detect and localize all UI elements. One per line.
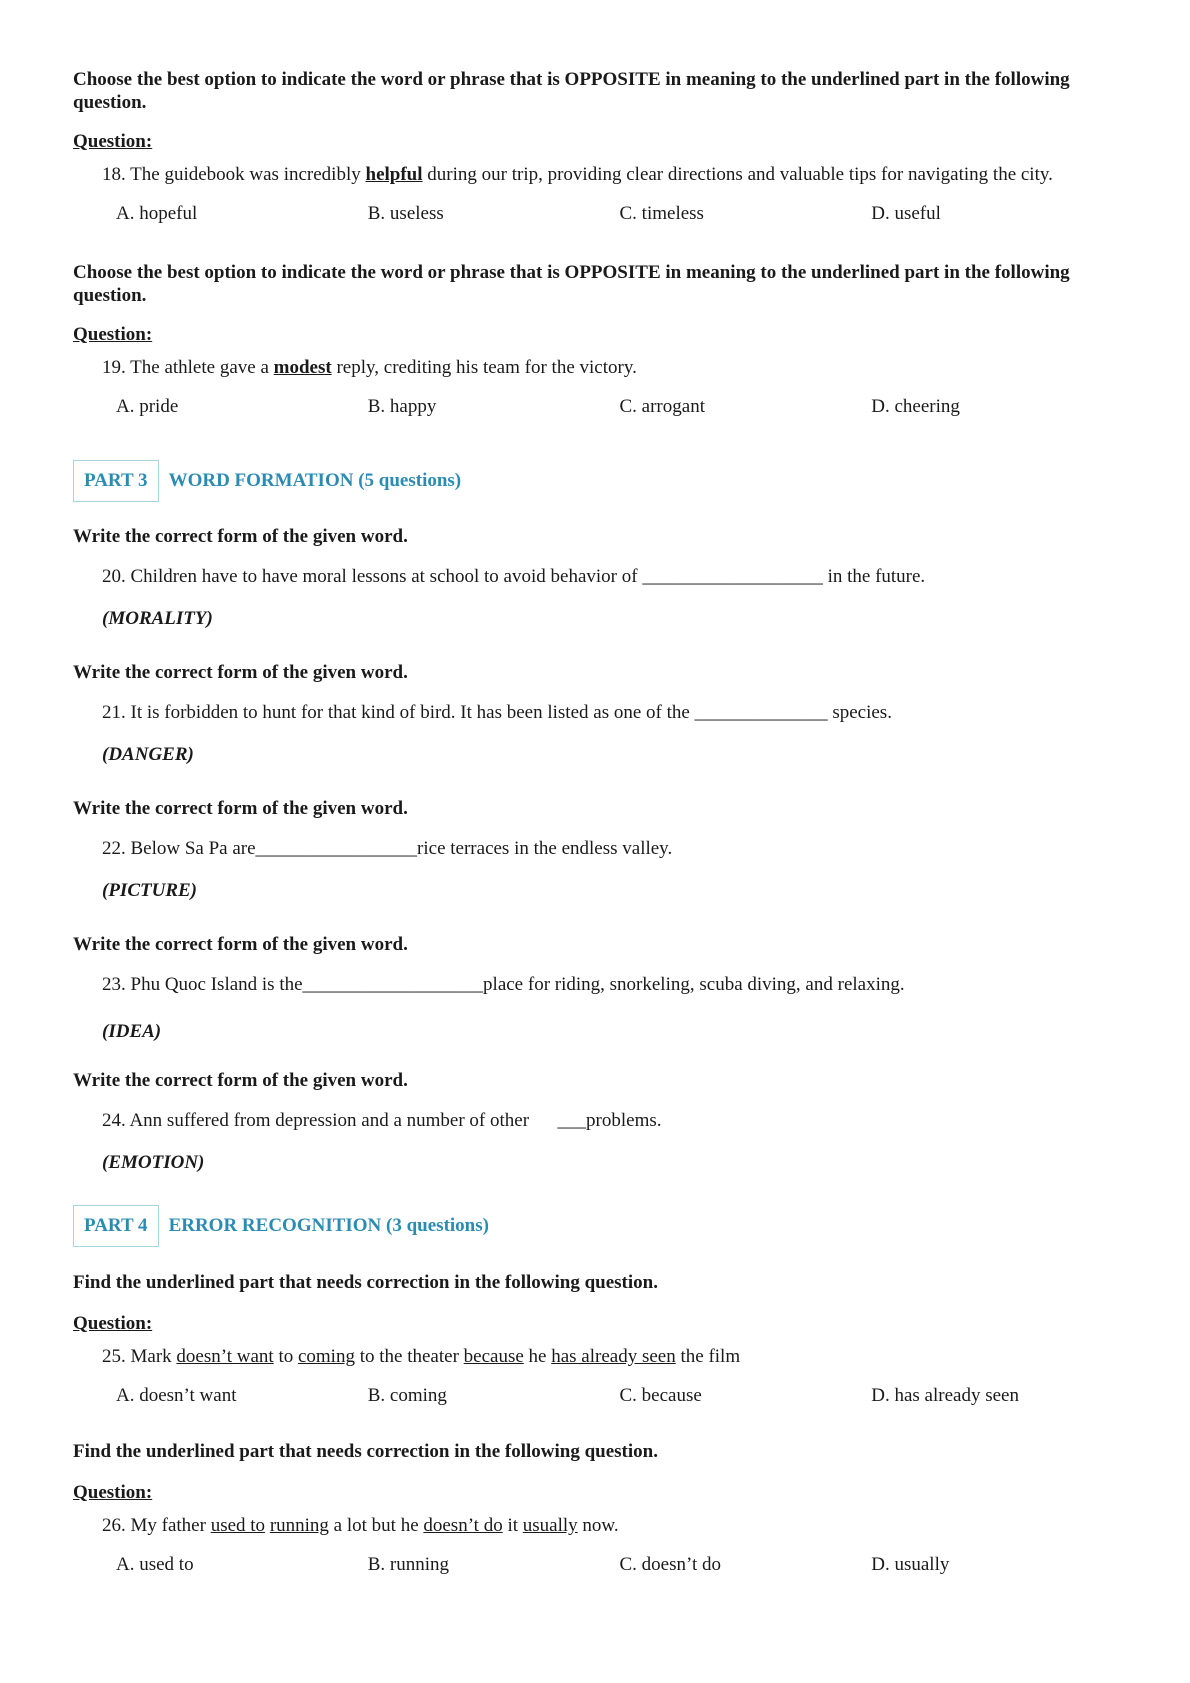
stem-text: 18. The guidebook was incredibly <box>102 164 366 185</box>
question-label: Question: <box>73 1482 153 1503</box>
stem-text: the film <box>675 1346 741 1367</box>
underlined-part-a: doesn’t want <box>176 1346 274 1367</box>
option-a[interactable]: A. doesn’t want <box>116 1385 237 1406</box>
stem-text: to the theater <box>354 1346 464 1367</box>
option-b[interactable]: B. happy <box>367 396 437 417</box>
option-b[interactable]: B. useless <box>367 203 444 224</box>
option-d[interactable]: D. usually <box>871 1554 950 1575</box>
question-stem: 20. Children have to have moral lessons at school to avoid behavior of ___________________ in the future. <box>102 566 926 587</box>
question-stem: 24. Ann suffered from depression and a number of other ___problems. <box>102 1110 662 1131</box>
stem-text: reply, crediting his team for the victory. <box>331 357 637 378</box>
option-b[interactable]: B. running <box>367 1554 450 1575</box>
question-stem <box>102 163 1123 187</box>
underlined-part-b: coming <box>297 1346 355 1367</box>
option-c[interactable]: C. doesn’t do <box>619 1554 722 1575</box>
question-label: Question: <box>73 324 153 345</box>
instruction: Write the correct form of the given word. <box>73 662 408 683</box>
question-21-block <box>73 661 1123 766</box>
stem-text: 26. My father <box>102 1515 211 1536</box>
stem-text: 19. The athlete gave a <box>102 357 274 378</box>
option-c[interactable]: C. arrogant <box>619 396 705 417</box>
instruction: Write the correct form of the given word. <box>73 1070 408 1091</box>
option-b[interactable]: B. coming <box>367 1385 447 1406</box>
given-word: (EMOTION) <box>102 1152 205 1173</box>
stem-text: a lot but he <box>328 1515 424 1536</box>
given-word: (DANGER) <box>102 744 194 765</box>
question-label: Question: <box>73 1313 153 1334</box>
stem-text: 25. Mark <box>102 1346 177 1367</box>
question-19-block <box>73 261 1123 418</box>
part-label-box: PART 3 <box>73 460 159 502</box>
underlined-part-b: running <box>269 1515 329 1536</box>
question-label: Question: <box>73 131 153 152</box>
question-18-block <box>73 68 1123 225</box>
instruction: Find the underlined part that needs correction in the following question. <box>73 1441 658 1462</box>
instruction: Find the underlined part that needs correction in the following question. <box>73 1272 658 1293</box>
underlined-key-word: helpful <box>365 164 423 185</box>
stem-text: it <box>502 1515 523 1536</box>
question-22-block <box>73 797 1123 902</box>
given-word: (IDEA) <box>102 1021 162 1042</box>
question-23-block <box>73 933 1123 1043</box>
part-3-heading <box>73 459 1123 503</box>
underlined-part-a: used to <box>210 1515 266 1536</box>
part-title: ERROR RECOGNITION (3 questions) <box>168 1215 489 1236</box>
stem-text: he <box>523 1346 552 1367</box>
question-stem <box>102 1345 1123 1369</box>
option-a[interactable]: A. used to <box>116 1554 194 1575</box>
option-a[interactable]: A. hopeful <box>116 203 198 224</box>
option-d[interactable]: D. has already seen <box>871 1385 1019 1406</box>
part-4-heading <box>73 1204 1123 1248</box>
instruction: Write the correct form of the given word. <box>73 526 408 547</box>
part-title: WORD FORMATION (5 questions) <box>168 470 462 491</box>
option-c[interactable]: C. timeless <box>619 203 704 224</box>
instruction: Write the correct form of the given word. <box>73 798 408 819</box>
question-stem: 21. It is forbidden to hunt for that kind of bird. It has been listed as one of the ______________ species. <box>102 702 892 723</box>
given-word: (MORALITY) <box>102 608 213 629</box>
question-stem <box>102 356 1123 380</box>
options-row <box>116 396 1123 418</box>
question-stem: 22. Below Sa Pa are_________________rice terraces in the endless valley. <box>102 838 673 859</box>
options-row <box>116 203 1123 225</box>
question-26-block <box>73 1440 1123 1576</box>
stem-text: now. <box>577 1515 619 1536</box>
stem-text: during our trip, providing clear directions and valuable tips for navigating the city. <box>422 164 1053 185</box>
option-c[interactable]: C. because <box>619 1385 702 1406</box>
question-20-block <box>73 525 1123 630</box>
options-row <box>116 1385 1123 1407</box>
instruction: Write the correct form of the given word. <box>73 934 408 955</box>
question-stem <box>102 1514 1123 1538</box>
question-25-block <box>73 1271 1123 1407</box>
option-a[interactable]: A. pride <box>116 396 179 417</box>
underlined-part-c: doesn’t do <box>423 1515 503 1536</box>
options-row <box>116 1554 1123 1576</box>
underlined-part-d: usually <box>522 1515 578 1536</box>
question-24-block <box>73 1069 1123 1174</box>
stem-text: to <box>273 1346 298 1367</box>
given-word: (PICTURE) <box>102 880 197 901</box>
part-label-box: PART 4 <box>73 1205 159 1247</box>
instruction: Choose the best option to indicate the word or phrase that is OPPOSITE in meaning to the underlined part in the following question. <box>73 262 1070 306</box>
option-d[interactable]: D. useful <box>871 203 941 224</box>
underlined-part-c: because <box>463 1346 524 1367</box>
option-d[interactable]: D. cheering <box>871 396 960 417</box>
instruction: Choose the best option to indicate the word or phrase that is OPPOSITE in meaning to the underlined part in the following question. <box>73 69 1070 113</box>
underlined-part-d: has already seen <box>551 1346 676 1367</box>
underlined-key-word: modest <box>273 357 332 378</box>
question-stem: 23. Phu Quoc Island is the___________________place for riding, snorkeling, scuba diving, and relaxing. <box>102 974 905 995</box>
